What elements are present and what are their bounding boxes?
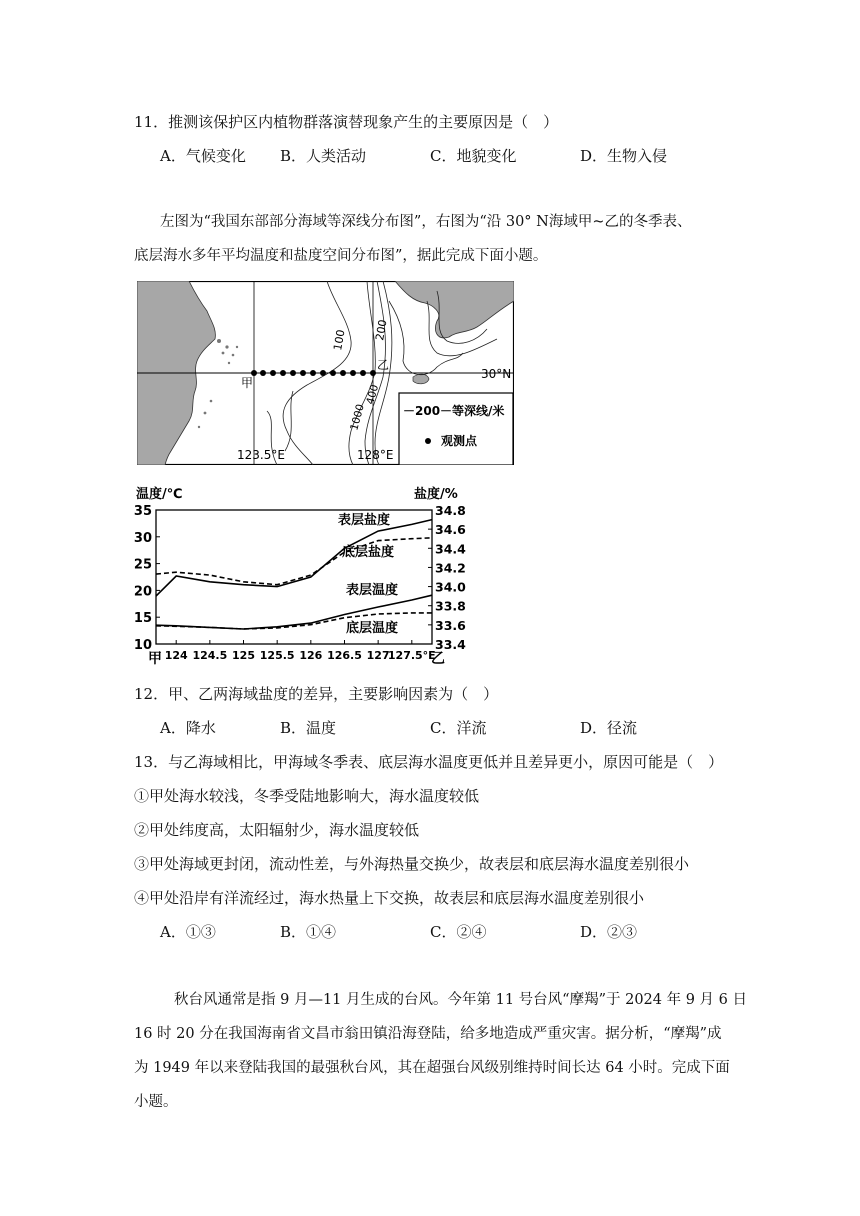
intro2-line4: 小题。 (134, 1094, 178, 1110)
isobath-map (137, 281, 514, 465)
q11-option-b[interactable]: B．人类活动 (280, 147, 367, 165)
series-label-4: 底层温度 (346, 621, 399, 636)
q11-option-c[interactable]: C．地貌变化 (430, 147, 517, 165)
depth-label-100: 100 (331, 328, 348, 352)
q12-stem: 12．甲、乙两海域盐度的差异，主要影响因素为（ ） (134, 685, 499, 703)
temp-salinity-chart (134, 482, 470, 670)
y-right-tick-label: 34.0 (435, 579, 466, 595)
depth-label-200: 200 (373, 318, 390, 342)
y-left-tick-label: 35 (134, 504, 152, 519)
x-tick-label: 125 (232, 649, 255, 662)
y-right-axis-label: 盐度/% (414, 487, 458, 502)
q12-option-a[interactable]: A．降水 (160, 719, 216, 737)
depth-label-1000: 1000 (348, 402, 367, 432)
y-left-tick-label: 20 (134, 584, 152, 600)
q13-option-a[interactable]: A．①③ (160, 923, 216, 941)
x-end-label-jia: 甲 (148, 651, 162, 667)
x-tick-label: 124 (164, 649, 188, 662)
intro2-line2: 16 时 20 分在我国海南省文昌市翁田镇沿海登陆，给多地造成严重灾害。据分析，“摩羯”成 (134, 1026, 722, 1042)
x-tick-label: 127.5°E (387, 649, 436, 662)
series-label-2: 底层盐度 (342, 545, 395, 560)
q13-statement-3: ③甲处海域更封闭，流动性差，与外海热量交换少，故表层和底层海水温度差别很小 (134, 855, 690, 873)
y-left-axis-label: 温度/℃ (136, 487, 183, 502)
series-label-1: 表层盐度 (338, 513, 391, 528)
point-label-jia: 甲 (241, 376, 254, 390)
y-left-tick-label: 25 (134, 557, 152, 573)
legend-station: 观测点 (441, 434, 478, 448)
q13-option-d[interactable]: D．②③ (580, 923, 638, 941)
point-label-yi: 乙 (377, 358, 390, 372)
y-right-tick-label: 33.6 (435, 617, 466, 633)
intro1-line1: 左图为“我国东部部分海域等深线分布图”，右图为“沿 30° N海域甲~乙的冬季表、 (160, 214, 692, 230)
q11-option-d[interactable]: D．生物入侵 (580, 147, 668, 165)
y-right-tick-label: 34.6 (435, 522, 466, 538)
y-right-tick-label: 33.8 (435, 598, 466, 614)
latitude-label: 30°N (481, 367, 512, 381)
intro1-line2: 底层海水多年平均温度和盐度空间分布图”，据此完成下面小题。 (134, 248, 548, 264)
q11-stem: 11．推测该保护区内植物群落演替现象产生的主要原因是（ ） (134, 113, 559, 131)
longitude-label-123-5: 123.5°E (237, 448, 285, 462)
q12-option-b[interactable]: B．温度 (280, 719, 337, 737)
x-tick-label: 124.5 (192, 649, 228, 662)
y-right-tick-label: 34.2 (435, 560, 466, 576)
y-right-tick-label: 34.8 (435, 503, 466, 518)
intro2-line1: 秋台风通常是指 9 月—11 月生成的台风。今年第 11 号台风“摩羯”于 2024 年 9 月 6 日 (174, 992, 748, 1008)
y-left-tick-label: 30 (134, 530, 152, 546)
longitude-label-128: 128°E (357, 448, 394, 462)
x-tick-label: 125.5 (259, 649, 295, 662)
x-end-label-yi: 乙 (431, 651, 445, 667)
y-right-tick-label: 33.4 (435, 637, 466, 652)
y-left-tick-label: 10 (134, 638, 152, 653)
legend-isobath: －200－等深线/米 (403, 404, 505, 418)
q13-statement-4: ④甲处沿岸有洋流经过，海水热量上下交换，故表层和底层海水温度差别很小 (134, 889, 645, 907)
q13-statement-1: ①甲处海水较浅，冬季受陆地影响大，海水温度较低 (134, 787, 480, 805)
q11-option-a[interactable]: A．气候变化 (160, 147, 246, 165)
q13-option-b[interactable]: B．①④ (280, 923, 337, 941)
q12-option-c[interactable]: C．洋流 (430, 719, 487, 737)
series-label-3: 表层温度 (346, 583, 399, 598)
q13-option-c[interactable]: C．②④ (430, 923, 487, 941)
intro2-line3: 为 1949 年以来登陆我国的最强秋台风，其在超强台风级别维持时间长达 64 小时。完成下面 (134, 1060, 730, 1076)
x-tick-label: 127 (366, 649, 390, 662)
depth-label-400: 400 (364, 383, 382, 406)
q13-stem: 13．与乙海域相比，甲海域冬季表、底层海水温度更低并且差异更小，原因可能是（ ） (134, 753, 724, 771)
q13-statement-2: ②甲处纬度高，太阳辐射少，海水温度较低 (134, 821, 420, 839)
q12-option-d[interactable]: D．径流 (580, 719, 638, 737)
x-tick-label: 126 (299, 649, 323, 662)
legend-station-dot (425, 438, 431, 444)
y-right-tick-label: 34.4 (435, 541, 466, 557)
x-tick-label: 126.5 (327, 649, 362, 662)
map-legend (399, 393, 513, 465)
y-left-tick-label: 15 (134, 611, 152, 627)
